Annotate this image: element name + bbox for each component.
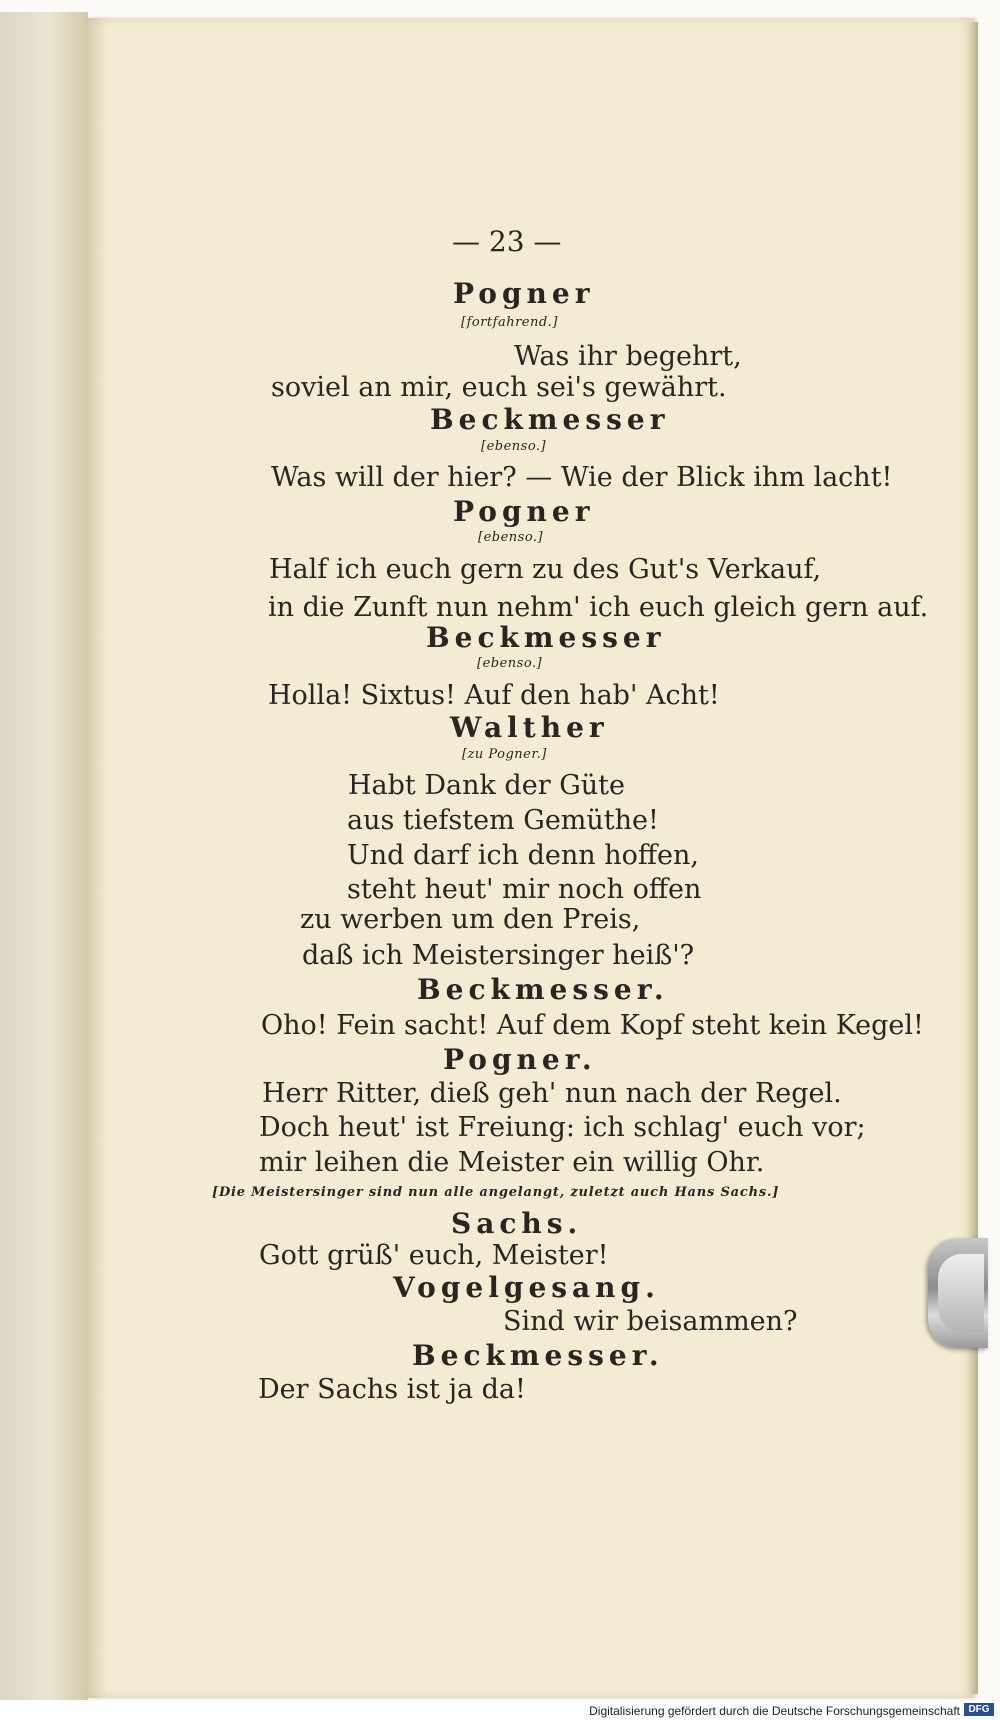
verse-line: Holla! Sixtus! Auf den hab' Acht! bbox=[268, 680, 720, 711]
stage-direction: [ebenso.] bbox=[478, 530, 544, 545]
speaker-name: Pogner. bbox=[443, 1043, 597, 1076]
verse-line: Oho! Fein sacht! Auf dem Kopf steht kein Kegel! bbox=[261, 1010, 924, 1041]
verse-line: Was ihr begehrt, bbox=[514, 341, 742, 372]
speaker-name: Pogner bbox=[453, 277, 595, 310]
verse-line: zu werben um den Preis, bbox=[300, 904, 641, 935]
verse-line: mir leihen die Meister ein willig Ohr. bbox=[259, 1147, 765, 1178]
speaker-name: Walther bbox=[450, 711, 609, 744]
verse-line: Was will der hier? — Wie der Blick ihm lacht! bbox=[271, 462, 893, 493]
verse-line: Sind wir beisammen? bbox=[503, 1306, 798, 1337]
dfg-logo: DFG bbox=[964, 1703, 994, 1716]
footer-credit: Digitalisierung gefördert durch die Deutsche Forschungsgemeinschaft bbox=[589, 1704, 960, 1718]
stage-direction: [zu Pogner.] bbox=[462, 747, 547, 762]
speaker-name: Pogner bbox=[453, 495, 595, 528]
speaker-name: Beckmesser. bbox=[417, 973, 669, 1006]
verse-line: Und darf ich denn hoffen, bbox=[347, 840, 700, 871]
verse-line: steht heut' mir noch offen bbox=[347, 874, 702, 905]
verse-line: Gott grüß' euch, Meister! bbox=[259, 1240, 609, 1271]
verse-line: soviel an mir, euch sei's gewährt. bbox=[271, 372, 727, 403]
stage-direction: [ebenso.] bbox=[477, 656, 543, 671]
speaker-name: Beckmesser bbox=[430, 403, 670, 436]
verse-line: Herr Ritter, dieß geh' nun nach der Regel. bbox=[262, 1078, 842, 1109]
stage-direction: [ebenso.] bbox=[481, 439, 547, 454]
stage-direction: [fortfahrend.] bbox=[461, 315, 558, 330]
stage-direction: [Die Meistersinger sind nun alle angelangt, zuletzt auch Hans Sachs.] bbox=[212, 1185, 780, 1200]
verse-line: Der Sachs ist ja da! bbox=[258, 1374, 526, 1405]
footer-bar bbox=[0, 1700, 1000, 1720]
verse-line: Half ich euch gern zu des Gut's Verkauf, bbox=[269, 554, 822, 585]
verse-line: daß ich Meistersinger heiß'? bbox=[302, 940, 695, 971]
verse-line: Habt Dank der Güte bbox=[348, 770, 625, 801]
page-number: — 23 — bbox=[452, 225, 562, 258]
verse-line: in die Zunft nun nehm' ich euch gleich gern auf. bbox=[268, 592, 929, 623]
verse-line: Doch heut' ist Freiung: ich schlag' euch vor; bbox=[259, 1112, 866, 1143]
speaker-name: Vogelgesang. bbox=[393, 1271, 660, 1304]
verse-line: aus tiefstem Gemüthe! bbox=[347, 805, 659, 836]
speaker-name: Sachs. bbox=[451, 1207, 583, 1240]
speaker-name: Beckmesser bbox=[426, 621, 666, 654]
speaker-name: Beckmesser. bbox=[412, 1339, 664, 1372]
